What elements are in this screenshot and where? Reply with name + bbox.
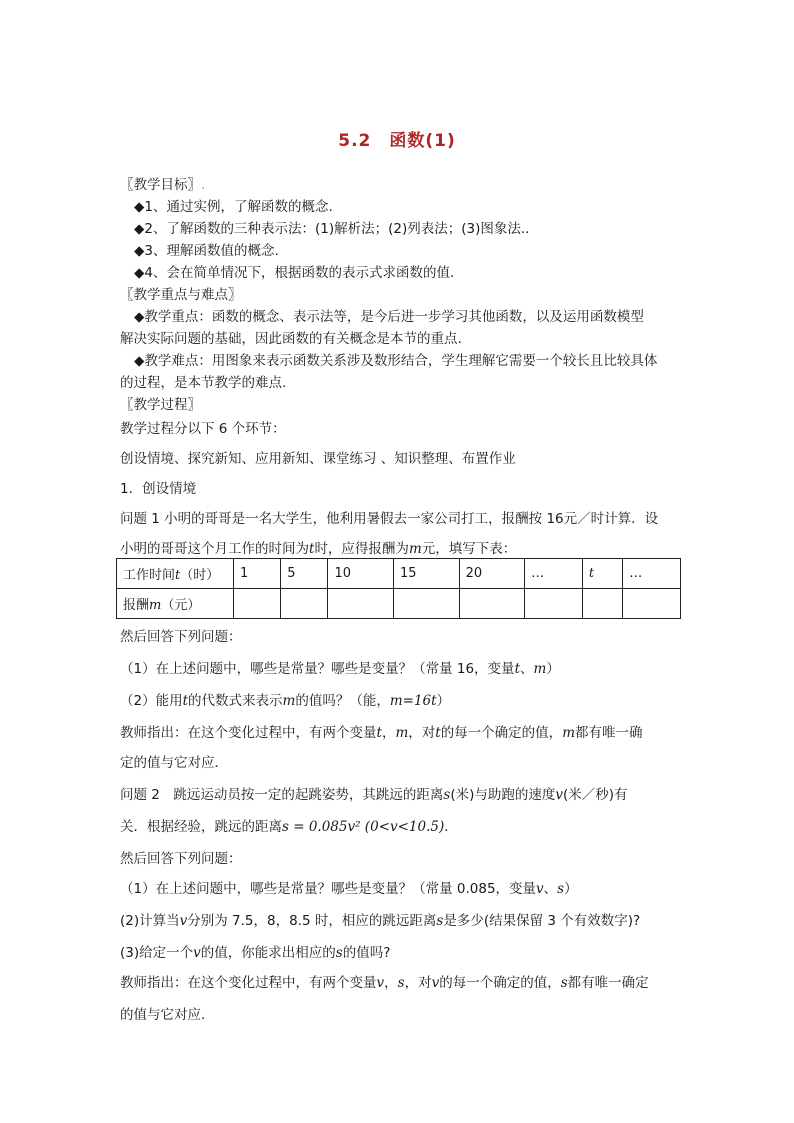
math-var: v (555, 787, 564, 803)
math-formula: s = 0.085v² (0<v<10.5) (282, 819, 445, 835)
math-var: t (309, 541, 315, 557)
text-run: （2）能用 (120, 693, 183, 709)
text-run: 的值，你能求出相应的 (200, 945, 336, 961)
text-run: 小明的哥哥这个月工作的时间为 (120, 541, 309, 557)
math-var: t (435, 725, 441, 741)
math-var: v (193, 945, 201, 961)
math-var: v (536, 881, 544, 897)
problem2-text (120, 786, 628, 804)
table-cell: 10 (328, 559, 394, 589)
text-run: 分别为 7.5，8，8.5 时，相应的跳远距离 (187, 913, 437, 929)
math-var: m (562, 725, 575, 741)
table-cell (234, 589, 281, 619)
table-cell (281, 589, 328, 619)
question-text (120, 692, 450, 710)
table-cell (394, 589, 460, 619)
math-var: m (533, 661, 547, 677)
text-run: 是多少(结果保留 3 个有效数字)? (443, 913, 641, 929)
cell-text: （时） (180, 568, 220, 583)
math-var: t (182, 693, 189, 709)
key-point-text: ◆教学重点：函数的概念、表示法等，是今后进一步学习其他函数，以及运用函数模型 (134, 309, 644, 325)
text-run: ） (436, 693, 451, 709)
text-run: 问题 2 跳远运动员按一定的起跳姿势，其跳远的距离 (120, 787, 444, 803)
math-var: m (282, 693, 296, 709)
text-run: ． (444, 819, 458, 835)
table-cell: 20 (459, 559, 525, 589)
table-cell (582, 589, 622, 619)
text-run: 教师指出：在这个变化过程中，有两个变量 (120, 725, 377, 741)
text-run: 教师指出：在这个变化过程中，有两个变量 (120, 975, 377, 991)
text-run: (米)与助跑的速度 (450, 787, 556, 803)
table-cell: … (623, 559, 681, 589)
table-cell: 1 (234, 559, 281, 589)
math-expression: m=16t (389, 693, 437, 709)
question-text (120, 660, 560, 678)
goal-item: ◆2、了解函数的三种表示法：(1)解析法；(2)列表法；(3)图象法.. (134, 221, 530, 237)
table-header-cell (117, 589, 234, 619)
math-var: v (431, 975, 440, 991)
math-var: s (560, 975, 568, 991)
table-header-cell (117, 559, 234, 589)
table-cell: … (525, 559, 583, 589)
math-var: s (557, 881, 565, 897)
table-cell (525, 589, 583, 619)
table-cell (582, 559, 622, 589)
process-steps: 创设情境、探究新知、应用新知、课堂练习 、知识整理、布置作业 (120, 451, 516, 467)
teacher-note: 定的值与它对应． (120, 755, 228, 771)
text-run: （1）在上述问题中，哪些是常量？哪些是变量？（常量 0.085，变量 (120, 881, 537, 897)
math-var: s (436, 913, 444, 929)
cell-text: 报酬 (123, 598, 150, 613)
math-var: s (443, 787, 451, 803)
text-run: 的值吗？（能， (295, 693, 390, 709)
text-run: ，对 (408, 725, 436, 741)
text-run: 都有唯一确 (575, 725, 643, 741)
section-heading-process: 〖教学过程〗 (120, 397, 201, 413)
instruction-text: 然后回答下列问题： (120, 851, 242, 867)
math-var: v (179, 913, 188, 929)
text-run: ， (381, 725, 396, 741)
text-run: 的每一个确定的值， (440, 725, 563, 741)
problem1-text: 问题 1 小明的哥哥是一名大学生，他利用暑假去一家公司打工，报酬按 16元／时计算．设 (120, 511, 659, 527)
question-text (120, 912, 640, 930)
goal-item: ◆3、理解函数值的概念. (134, 243, 279, 259)
difficulty-text: ◆教学难点：用图象来表示函数关系涉及数形结合，学生理解它需要一个较长且比较具体 (134, 353, 658, 369)
work-pay-table (116, 558, 681, 619)
text-run: 的每一个确定的值， (439, 975, 561, 991)
table-row (117, 589, 681, 619)
table-cell: 15 (394, 559, 460, 589)
problem2-text (120, 818, 458, 836)
math-var: t (376, 725, 382, 741)
text-run: (米／秒)有 (563, 787, 628, 803)
text-run: 的代数式来表示 (188, 693, 283, 709)
text-run: 元，填写下表： (421, 541, 517, 557)
page-title: 5.2 函数(1) (338, 131, 456, 151)
problem1-text (120, 540, 516, 558)
key-point-text: 解决实际问题的基础，因此函数的有关概念是本节的重点. (120, 331, 462, 347)
cell-text: 工作时间 (123, 568, 176, 583)
section-label: 〖教学目标〗 (120, 177, 201, 193)
text-run: （1）在上述问题中，哪些是常量？哪些是变量？（常量 16，变量 (120, 661, 515, 677)
teacher-note (120, 724, 643, 742)
difficulty-text: 的过程，是本节教学的难点. (120, 375, 287, 391)
heading-dot: . (201, 177, 206, 193)
table-cell (328, 589, 394, 619)
math-var: s (397, 975, 405, 991)
goal-item: ◆4、会在简单情况下，根据函数的表示式求函数的值. (134, 265, 455, 281)
teacher-note (120, 974, 649, 992)
section-heading-key: 〖教学重点与难点〗 (120, 287, 242, 303)
instruction-text: 然后回答下列问题： (120, 629, 242, 645)
math-var: m (395, 725, 409, 741)
text-run: (3)给定一个 (120, 945, 194, 961)
text-run: 时，应得报酬为 (314, 541, 409, 557)
text-run: 的值吗? (342, 945, 391, 961)
text-run: ） (546, 661, 560, 677)
teacher-note: 的值与它对应． (120, 1007, 215, 1023)
text-run: 、 (520, 661, 534, 677)
text-run: ，对 (404, 975, 432, 991)
math-var: t (514, 661, 520, 677)
section-heading-goals (120, 176, 205, 194)
math-var: t (175, 568, 181, 583)
goal-item: ◆1、通过实例，了解函数的概念. (134, 199, 333, 215)
table-row (117, 559, 681, 589)
table-cell: 5 (281, 559, 328, 589)
question-text (120, 880, 578, 898)
math-var: s (335, 945, 343, 961)
question-text (120, 944, 390, 962)
text-run: 、 (543, 881, 558, 897)
table-cell (623, 589, 681, 619)
text-run: ） (564, 881, 578, 897)
text-run: 关．根据经验，跳远的距离 (120, 819, 282, 835)
table-cell (459, 589, 525, 619)
process-intro: 教学过程分以下 6 个环节： (120, 421, 286, 437)
cell-text: （元） (161, 598, 201, 613)
math-var: m (149, 598, 162, 613)
text-run: (2)计算当 (120, 913, 180, 929)
step-heading: 1．创设情境 (120, 481, 197, 497)
text-run: ， (384, 975, 398, 991)
math-var: m (408, 541, 422, 557)
math-var: t (588, 566, 595, 581)
math-var: v (376, 975, 385, 991)
text-run: 都有唯一确定 (567, 975, 649, 991)
